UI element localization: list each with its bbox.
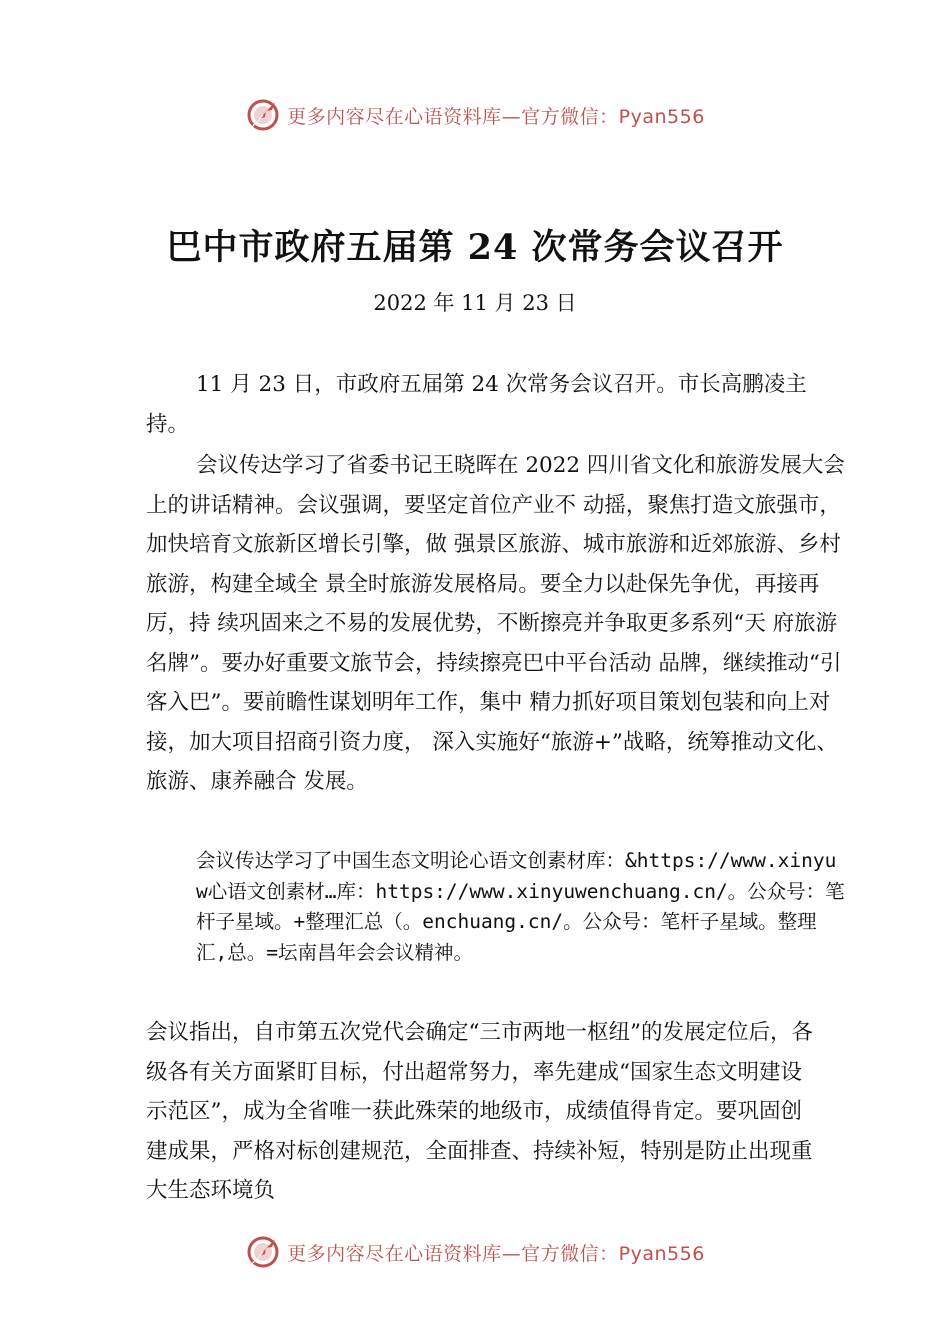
paragraph-opening [146,365,846,444]
banner-text: 更多内容尽在心语资料库—官方微信：Pyan556 [287,105,705,128]
paragraph-watermark-text: 会议传达学习了中国生态文明论心语文创素材库：&https://www.xinyuw心语文创素材…库：https://www.xinyuwenchuang.cn/。公众号：笔杆子星域。+整理汇总（。enchuang.cn/。公众号：笔杆子星域。整理汇,总。=坛南昌年会会议精神。 [196,849,845,964]
banner-text: 更多内容尽在心语资料库—官方微信：Pyan556 [287,1242,705,1265]
paragraph-tourism [146,446,846,802]
footer-banner [0,1232,950,1272]
paragraph-text: 11 月 23 日，市政府五届第 24 次常务会议召开。市长高鹏凌主持。 [146,372,807,437]
quill-seal-icon [245,97,281,133]
document-title: 巴中市政府五届第 24 次常务会议召开 [166,227,784,268]
header-banner [0,95,950,135]
quill-seal-icon [245,1234,281,1270]
paragraph-text: 会议传达学习了省委书记王晓晖在 2022 四川省文化和旅游发展大会上的讲话精神。会议强调，要坚定首位产业不 动摇，聚焦打造文旅强市，加快培育文旅新区增长引擎，做 强景区旅游、城市旅游和近郊旅游、乡村旅游，构建全域全 景全时旅游发展格局。要全力以赴保先争优，再接再厉，持 续巩固来之不易的发展优势，不断擦亮并争取更多系列“天 府旅游名牌”。要办好重要文旅节会，持续擦亮巴中平台活动 品牌，继续推动“引客入巴”。要前瞻性谋划明年工作，集中 精力抓好项目策划包装和向上对接，加大项目招商引资力度， 深入实施好“旅游+”战略，统筹推动文化、旅游、康养融合 发展。 [146,453,845,794]
document-date: 2022 年 11 月 23 日 [373,291,577,315]
paragraph-ecology: 会议指出，自市第五次党代会确定“三市两地一枢纽”的发展定位后，各级各有关方面紧盯目标，付出超常努力，率先建成“国家生态文明建设示范区”，成为全省唯一获此殊荣的地级市，成绩值得肯定。要巩固创建成果，严格对标创建规范，全面排查、持续补短，特别是防止出现重大生态环境负 [146,1020,813,1203]
